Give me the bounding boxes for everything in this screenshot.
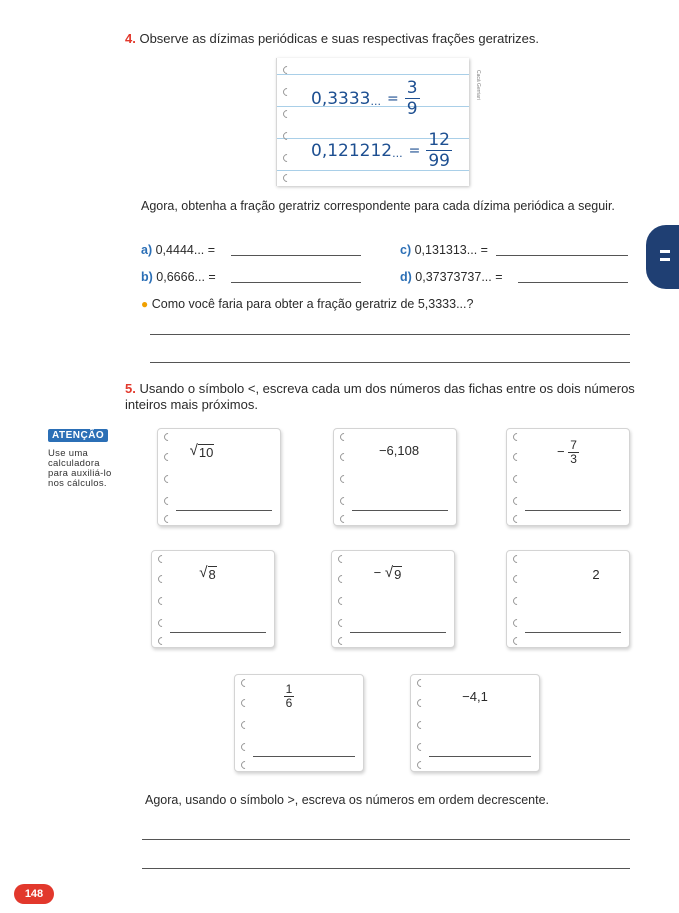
- question-5-title: [125, 381, 645, 413]
- item-text: 0,4444... =: [155, 243, 216, 257]
- ring-icon: [336, 635, 347, 646]
- ring-icon: [239, 697, 250, 708]
- number-card-sqrt8: [151, 550, 275, 648]
- card-answer-line[interactable]: [525, 632, 621, 633]
- card-answer-line[interactable]: [429, 756, 531, 757]
- card-answer-line[interactable]: [170, 632, 266, 633]
- ring-icon: [281, 172, 292, 183]
- atencao-badge: ATENÇÃO: [48, 429, 108, 442]
- ring-icon: [511, 473, 522, 484]
- ring-icon: [281, 86, 292, 97]
- ring-icon: [338, 495, 349, 506]
- example-1-denominator: 9: [406, 99, 418, 119]
- answer-line-d[interactable]: [518, 282, 628, 283]
- card-radicand: 8: [208, 567, 216, 582]
- ring-icon: [281, 108, 292, 119]
- answer-line-order-2[interactable]: [142, 868, 630, 869]
- ring-icon: [511, 635, 522, 646]
- ring-icon: [511, 495, 522, 506]
- example-2-fraction: [426, 130, 452, 171]
- item-text: 0,37373737... =: [415, 270, 503, 284]
- card-denominator: 3: [570, 452, 577, 466]
- ring-icon: [156, 573, 167, 584]
- ring-icon: [156, 595, 167, 606]
- card-sign: −: [373, 565, 382, 580]
- number-card-2: [506, 550, 630, 648]
- ring-icon: [511, 595, 522, 606]
- ring-icon: [415, 697, 426, 708]
- ring-icon: [415, 759, 426, 770]
- atencao-line: para auxiliá-lo: [48, 468, 112, 479]
- ring-icon: [162, 473, 173, 484]
- card-radicand: 9: [394, 567, 402, 582]
- example-1-dots: ...: [370, 95, 381, 108]
- card-value: 2: [592, 567, 600, 582]
- answer-line-b[interactable]: [231, 282, 361, 283]
- item-letter: a): [141, 243, 153, 257]
- question-4-title: [125, 31, 645, 47]
- ring-icon: [511, 431, 522, 442]
- ring-icon: [511, 553, 522, 564]
- example-2: [311, 130, 452, 171]
- ring-icon: [162, 495, 173, 506]
- example-1-numerator: 3: [406, 78, 418, 98]
- item-letter: d): [400, 270, 412, 284]
- card-value: √ 10: [189, 442, 214, 460]
- ring-icon: [336, 553, 347, 564]
- atencao-line: nos cálculos.: [48, 478, 107, 489]
- ring-icon: [156, 617, 167, 628]
- example-2-denominator: 99: [428, 151, 450, 171]
- question-number: 5.: [125, 381, 136, 396]
- item-d: [400, 269, 503, 285]
- ring-icon: [239, 719, 250, 730]
- side-tab-icon: [646, 225, 679, 289]
- example-1: [311, 78, 420, 119]
- ring-icon: [511, 573, 522, 584]
- ring-icon: [338, 513, 349, 524]
- card-answer-line[interactable]: [525, 510, 621, 511]
- ring-icon: [162, 431, 173, 442]
- image-credit: Cacá Gerriari: [475, 70, 481, 100]
- ring-icon: [162, 513, 173, 524]
- card-answer-line[interactable]: [352, 510, 448, 511]
- item-letter: c): [400, 243, 412, 257]
- answer-line-c[interactable]: [496, 255, 628, 256]
- card-numerator: 1: [285, 682, 293, 696]
- number-card-sqrt10: [157, 428, 281, 526]
- ring-icon: [415, 677, 426, 688]
- number-card-neg-4-1: [410, 674, 540, 772]
- question-prompt: Usando o símbolo <, escreva cada um dos números das fichas entre os dois números inteiros mais próximos.: [125, 381, 635, 412]
- card-value: − √ 9: [373, 564, 402, 582]
- number-card-neg-sqrt9: [331, 550, 455, 648]
- ring-icon: [336, 595, 347, 606]
- example-2-decimal: 0,121212: [311, 140, 393, 161]
- atencao-note: [48, 449, 112, 489]
- bullet-question: [141, 296, 473, 312]
- card-value: [527, 439, 609, 466]
- item-c: [400, 242, 488, 258]
- ring-icon: [281, 152, 292, 163]
- question-number: 4.: [125, 31, 136, 46]
- card-value: −6,108: [378, 443, 420, 458]
- example-1-equals: =: [386, 90, 399, 107]
- answer-line-bullet-2[interactable]: [150, 362, 630, 363]
- item-a: [141, 242, 215, 258]
- example-2-numerator: 12: [428, 130, 450, 150]
- q5-final-instruction: Agora, usando o símbolo >, escreva os números em ordem decrescente.: [145, 793, 550, 807]
- card-answer-line[interactable]: [350, 632, 446, 633]
- card-denominator: 6: [285, 696, 293, 710]
- number-card-neg-7-3: [506, 428, 630, 526]
- ring-icon: [239, 741, 250, 752]
- ring-icon: [511, 617, 522, 628]
- card-value: √ 8: [199, 564, 216, 582]
- bullet-icon: ●: [141, 297, 149, 311]
- card-answer-line[interactable]: [176, 510, 272, 511]
- number-card-neg-6-108: [333, 428, 457, 526]
- bullet-question-text: Como você faria para obter a fração geratriz de 5,3333...?: [151, 297, 474, 311]
- card-radicand: 10: [198, 445, 214, 460]
- ring-icon: [336, 617, 347, 628]
- card-value: [255, 683, 323, 710]
- card-sign: −: [557, 443, 565, 459]
- ring-icon: [511, 451, 522, 462]
- ring-icon: [338, 431, 349, 442]
- ring-icon: [338, 451, 349, 462]
- ring-icon: [156, 553, 167, 564]
- question-prompt: Observe as dízimas periódicas e suas respectivas frações geratrizes.: [139, 31, 540, 46]
- answer-line-a[interactable]: [231, 255, 361, 256]
- example-1-fraction: [405, 78, 420, 119]
- example-2-dots: ...: [392, 147, 403, 160]
- ring-icon: [239, 677, 250, 688]
- example-2-equals: =: [408, 142, 421, 159]
- atencao-line: calculadora: [48, 458, 100, 469]
- item-text: 0,131313... =: [414, 243, 488, 257]
- q4-instruction: Agora, obtenha a fração geratriz correspondente para cada dízima periódica a seguir.: [141, 199, 615, 213]
- atencao-line: Use uma: [48, 448, 89, 459]
- answer-line-order-1[interactable]: [142, 839, 630, 840]
- card-numerator: 7: [570, 438, 577, 452]
- answer-line-bullet-1[interactable]: [150, 334, 630, 335]
- page-number: 148: [14, 884, 54, 904]
- notebook-example-card: [276, 58, 469, 186]
- example-1-decimal: 0,3333: [311, 88, 371, 109]
- ring-icon: [415, 741, 426, 752]
- item-text: 0,6666... =: [156, 270, 216, 284]
- item-b: [141, 269, 216, 285]
- ring-icon: [415, 719, 426, 730]
- card-value: −4,1: [462, 689, 488, 704]
- card-answer-line[interactable]: [253, 756, 355, 757]
- ring-icon: [338, 473, 349, 484]
- ring-icon: [239, 759, 250, 770]
- ring-icon: [156, 635, 167, 646]
- ring-icon: [511, 513, 522, 524]
- ring-icon: [281, 130, 292, 141]
- ring-icon: [336, 573, 347, 584]
- item-letter: b): [141, 270, 153, 284]
- number-card-1-6: [234, 674, 364, 772]
